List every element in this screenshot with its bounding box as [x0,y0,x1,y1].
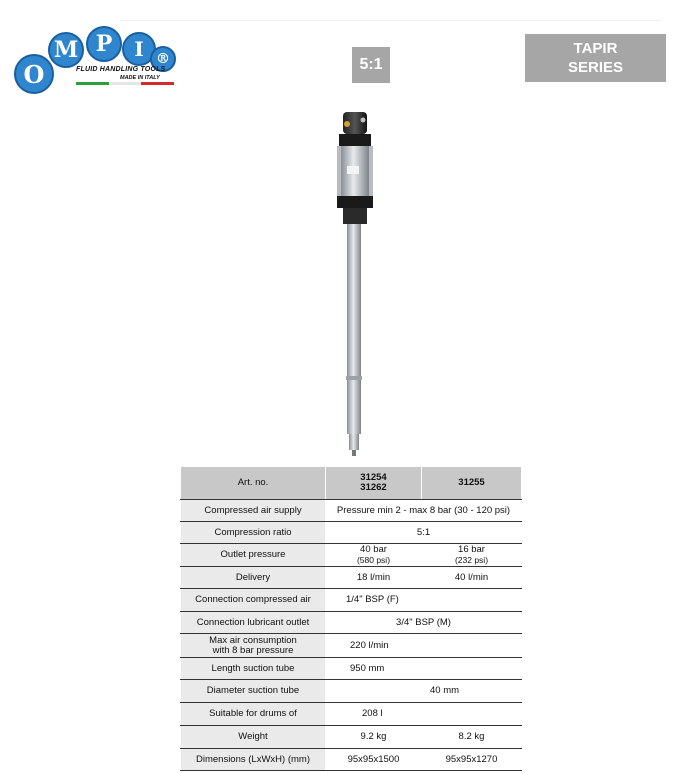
row-value: Pressure min 2 - max 8 bar (30 - 120 psi) [326,500,522,522]
row-label: Dimensions (LxWxH) (mm) [181,749,326,771]
table-row [181,726,522,749]
row-empty [422,703,522,726]
row-value: 95x95x1500 [326,749,422,771]
outlet-pressure-psi: (232 psi) [454,555,489,565]
row-empty [422,634,522,658]
row-value: 8.2 kg [422,726,522,749]
italian-flag-stripe [76,82,174,85]
row-label-line: with 8 bar pressure [212,644,294,656]
table-header-row [181,467,522,500]
series-suffix: SERIES [567,59,624,76]
row-label: Compressed air supply [181,500,326,522]
series-badge [525,34,666,82]
pump-image [325,108,385,458]
logo-tagline: FLUID HANDLING TOOLS [76,66,166,73]
outlet-pressure-bar: 16 bar [458,544,485,555]
row-label: Length suction tube [181,658,326,680]
row-label: Compression ratio [181,522,326,544]
row-value: 3/4" BSP (M) [326,612,522,634]
row-value: 220 l/min [326,634,422,658]
row-value: 9.2 kg [326,726,422,749]
row-label: Suitable for drums of [181,703,326,726]
table-row [181,612,522,634]
row-value: 18 l/min [326,567,422,589]
series-name: TAPIR [573,40,618,57]
art-no-31255: 31255 [422,467,522,500]
row-value: 1/4" BSP (F) [326,589,422,612]
row-value: 40 l/min [422,567,522,589]
art-no-31254: 31254 [360,472,387,483]
table-row [181,634,522,658]
ratio-badge: 5:1 [352,47,390,83]
logo-letter: M [48,32,84,68]
table-row [181,703,522,726]
table-row [181,567,522,589]
table-row [181,658,522,680]
row-value: 5:1 [326,522,522,544]
ompi-logo [12,20,182,100]
logo-letter: P [86,26,122,62]
art-no-31262: 31262 [360,482,387,493]
row-value: 208 l [326,703,422,726]
row-label: Connection compressed air [181,589,326,612]
row-label: Connection lubricant outlet [181,612,326,634]
logo-letter: ® [150,46,176,72]
row-label: Outlet pressure [181,544,326,567]
table-row [181,589,522,612]
table-row [181,680,522,703]
row-value: 950 mm [326,658,422,680]
outlet-pressure-psi: (580 psi) [356,555,391,565]
row-label: Weight [181,726,326,749]
row-value [422,544,522,567]
art-no-label: Art. no. [181,467,326,500]
row-empty [326,680,422,703]
art-no-col1 [326,467,422,500]
spec-table [180,466,522,771]
logo-letter: O [14,54,54,94]
header-rule [120,20,660,21]
row-label: Diameter suction tube [181,680,326,703]
row-value [326,544,422,567]
row-value: 95x95x1270 [422,749,522,771]
table-row [181,544,522,567]
row-value: 40 mm [422,680,522,703]
table-row [181,522,522,544]
table-row [181,749,522,771]
row-label: Delivery [181,567,326,589]
outlet-pressure-bar: 40 bar [360,544,387,555]
logo-made-in: MADE IN ITALY [120,75,160,81]
logo-letter: I [122,32,156,66]
row-label-line: Max air consumption [209,634,297,646]
table-row [181,500,522,522]
row-empty [422,658,522,680]
row-empty [422,589,522,612]
row-label [181,634,326,658]
